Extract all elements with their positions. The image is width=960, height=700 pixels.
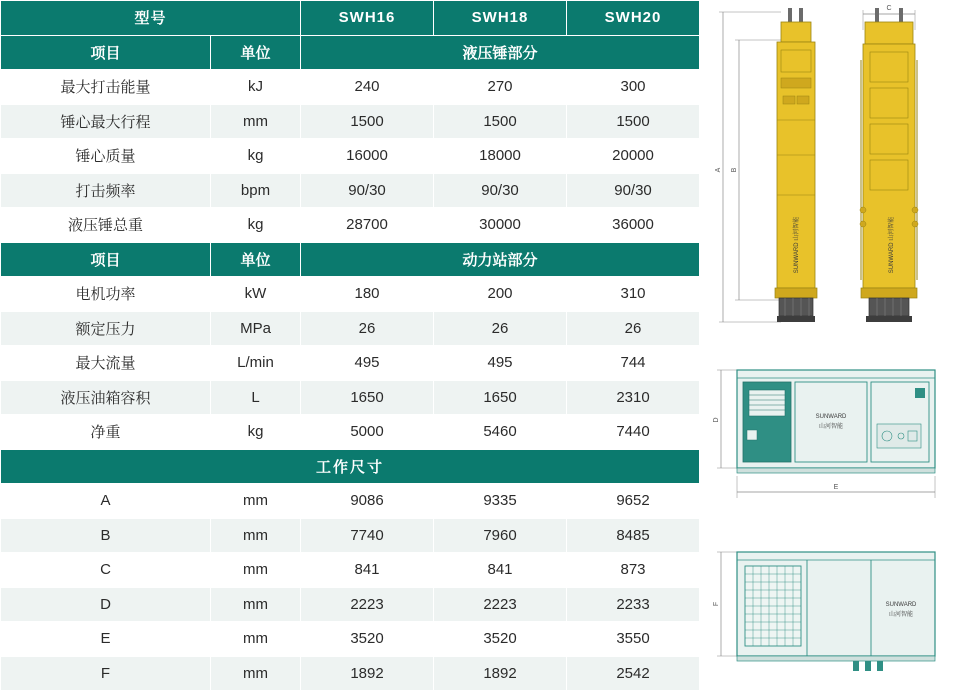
row-value-swh20: 26 xyxy=(567,311,700,346)
row-unit: kg xyxy=(211,139,301,174)
brand-label-cn: 山河智能 xyxy=(888,612,914,618)
row-value-swh20: 744 xyxy=(567,346,700,381)
section-header-row xyxy=(1,242,700,277)
row-value-swh20: 2542 xyxy=(567,656,700,691)
row-value-swh18: 3520 xyxy=(434,622,567,657)
brand-label: SUNWARD xyxy=(815,414,847,420)
row-item-label: F xyxy=(1,656,211,691)
row-item-label: 最大流量 xyxy=(1,346,211,381)
row-value-swh18: 270 xyxy=(434,70,567,105)
row-value-swh18: 1650 xyxy=(434,380,567,415)
dimension-label-b: B xyxy=(731,167,738,173)
row-value-swh20: 8485 xyxy=(567,518,700,553)
row-value-swh18: 841 xyxy=(434,553,567,588)
section-title-power-station: 动力站部分 xyxy=(301,242,700,277)
brand-label: SUNWARD 山河智能 xyxy=(889,216,895,274)
row-unit: L xyxy=(211,380,301,415)
row-value-swh20: 7440 xyxy=(567,415,700,450)
table-header-row xyxy=(1,1,700,36)
brand-label: SUNWARD 山河智能 xyxy=(794,216,800,274)
row-value-swh18: 90/30 xyxy=(434,173,567,208)
table-row xyxy=(1,277,700,312)
row-value-swh16: 240 xyxy=(301,70,434,105)
row-value-swh16: 90/30 xyxy=(301,173,434,208)
table-row xyxy=(1,553,700,588)
table-row xyxy=(1,311,700,346)
row-value-swh20: 873 xyxy=(567,553,700,588)
row-unit: kg xyxy=(211,415,301,450)
section-title-working-dimensions: 工作尺寸 xyxy=(1,449,700,484)
dimension-label-d: D xyxy=(713,417,720,423)
row-value-swh18: 9335 xyxy=(434,484,567,519)
row-value-swh16: 28700 xyxy=(301,208,434,243)
dimension-label-f: F xyxy=(713,601,720,607)
row-value-swh18: 30000 xyxy=(434,208,567,243)
table-row xyxy=(1,346,700,381)
row-value-swh18: 1500 xyxy=(434,104,567,139)
table-row xyxy=(1,622,700,657)
row-value-swh20: 1500 xyxy=(567,104,700,139)
header-model-swh20: SWH20 xyxy=(567,1,700,36)
table-row xyxy=(1,484,700,519)
row-unit: L/min xyxy=(211,346,301,381)
brand-label: SUNWARD xyxy=(885,602,917,608)
section-unit-label: 单位 xyxy=(211,35,301,70)
row-value-swh18: 26 xyxy=(434,311,567,346)
row-value-swh16: 1892 xyxy=(301,656,434,691)
table-row xyxy=(1,415,700,450)
row-item-label: 电机功率 xyxy=(1,277,211,312)
row-value-swh18: 1892 xyxy=(434,656,567,691)
table-row xyxy=(1,70,700,105)
row-unit: bpm xyxy=(211,173,301,208)
row-value-swh16: 1500 xyxy=(301,104,434,139)
hammer-drawings xyxy=(703,0,960,340)
row-unit: mm xyxy=(211,484,301,519)
row-value-swh20: 2233 xyxy=(567,587,700,622)
table-row xyxy=(1,380,700,415)
section-header-row xyxy=(1,35,700,70)
row-value-swh20: 2310 xyxy=(567,380,700,415)
row-unit: mm xyxy=(211,656,301,691)
row-item-label: 锤心质量 xyxy=(1,139,211,174)
row-value-swh18: 200 xyxy=(434,277,567,312)
row-value-swh16: 180 xyxy=(301,277,434,312)
row-value-swh20: 36000 xyxy=(567,208,700,243)
dimension-label-c: C xyxy=(886,5,892,12)
row-value-swh18: 7960 xyxy=(434,518,567,553)
row-value-swh16: 3520 xyxy=(301,622,434,657)
section-unit-label: 单位 xyxy=(211,242,301,277)
technical-drawings-panel xyxy=(703,0,960,695)
header-model-swh18: SWH18 xyxy=(434,1,567,36)
row-item-label: 打击频率 xyxy=(1,173,211,208)
table-row xyxy=(1,173,700,208)
row-value-swh16: 16000 xyxy=(301,139,434,174)
row-unit: mm xyxy=(211,622,301,657)
power-station-front-drawing xyxy=(703,352,960,512)
row-unit: mm xyxy=(211,104,301,139)
table-row xyxy=(1,587,700,622)
table-row xyxy=(1,104,700,139)
row-unit: kg xyxy=(211,208,301,243)
row-value-swh20: 9652 xyxy=(567,484,700,519)
section-item-label: 项目 xyxy=(1,242,211,277)
row-unit: MPa xyxy=(211,311,301,346)
row-value-swh16: 9086 xyxy=(301,484,434,519)
table-row xyxy=(1,518,700,553)
row-item-label: C xyxy=(1,553,211,588)
row-value-swh16: 2223 xyxy=(301,587,434,622)
row-value-swh16: 495 xyxy=(301,346,434,381)
row-unit: mm xyxy=(211,587,301,622)
header-model: 型号 xyxy=(1,1,301,36)
row-value-swh18: 18000 xyxy=(434,139,567,174)
dimension-label-e: E xyxy=(833,484,839,491)
section-title-hydraulic-hammer: 液压锤部分 xyxy=(301,35,700,70)
row-item-label: 液压油箱容积 xyxy=(1,380,211,415)
table-row xyxy=(1,139,700,174)
row-unit: kJ xyxy=(211,70,301,105)
row-item-label: B xyxy=(1,518,211,553)
row-value-swh18: 2223 xyxy=(434,587,567,622)
row-value-swh16: 5000 xyxy=(301,415,434,450)
dimension-label-a: A xyxy=(715,167,722,173)
brand-label-cn: 山河智能 xyxy=(818,424,844,430)
row-item-label: 净重 xyxy=(1,415,211,450)
row-value-swh16: 26 xyxy=(301,311,434,346)
row-item-label: 最大打击能量 xyxy=(1,70,211,105)
row-unit: mm xyxy=(211,518,301,553)
row-item-label: E xyxy=(1,622,211,657)
row-value-swh16: 1650 xyxy=(301,380,434,415)
row-value-swh20: 310 xyxy=(567,277,700,312)
row-value-swh18: 5460 xyxy=(434,415,567,450)
table-row xyxy=(1,208,700,243)
row-item-label: A xyxy=(1,484,211,519)
row-value-swh20: 3550 xyxy=(567,622,700,657)
row-value-swh20: 300 xyxy=(567,70,700,105)
header-model-swh16: SWH16 xyxy=(301,1,434,36)
section-band-row xyxy=(1,449,700,484)
section-item-label: 项目 xyxy=(1,35,211,70)
row-unit: kW xyxy=(211,277,301,312)
row-value-swh16: 7740 xyxy=(301,518,434,553)
row-value-swh18: 495 xyxy=(434,346,567,381)
row-value-swh16: 841 xyxy=(301,553,434,588)
row-item-label: 液压锤总重 xyxy=(1,208,211,243)
row-item-label: 锤心最大行程 xyxy=(1,104,211,139)
power-station-side-drawing xyxy=(703,530,960,695)
row-item-label: 额定压力 xyxy=(1,311,211,346)
table-row xyxy=(1,656,700,691)
row-unit: mm xyxy=(211,553,301,588)
row-value-swh20: 20000 xyxy=(567,139,700,174)
row-value-swh20: 90/30 xyxy=(567,173,700,208)
row-item-label: D xyxy=(1,587,211,622)
